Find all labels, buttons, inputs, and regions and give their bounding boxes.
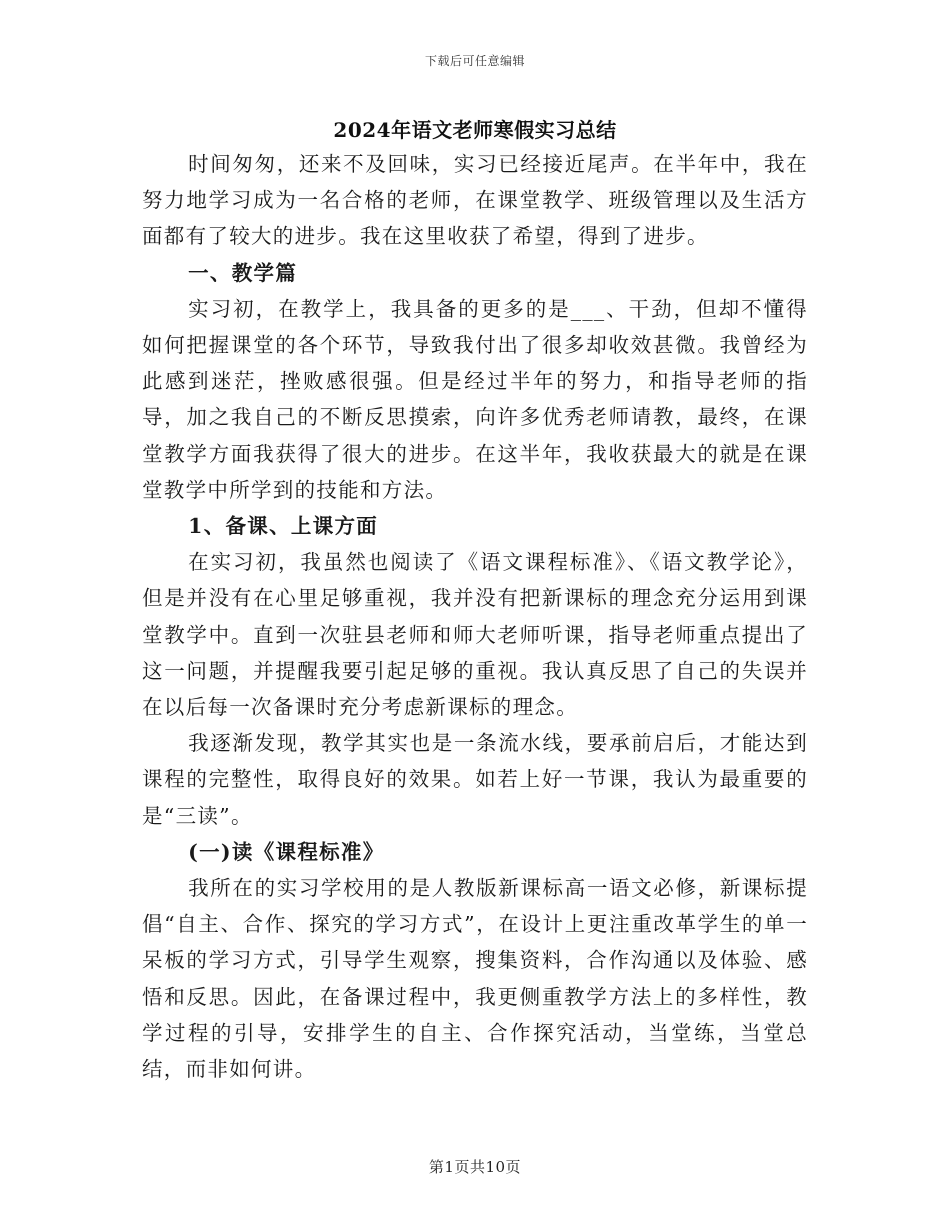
paragraph-intro: 时间匆匆，还来不及回味，实习已经接近尾声。在半年中，我在努力地学习成为一名合格的老师，在课堂教学、班级管理以及生活方面都有了较大的进步。我在这里收获了希望，得到了进步。 — [142, 152, 808, 249]
page-header-note: 下载后可任意编辑 — [424, 54, 525, 68]
paragraph-lesson-prep: 在实习初，我虽然也阅读了《语文课程标准》、《语文教学论》，但是并没有在心里足够重视，我并没有把新课标的理念充分运用到课堂教学中。直到一次驻县老师和师大老师听课，指导老师重点提出了这一问题，并提醒我要引起足够的重视。我认真反思了自己的失误并在以后每一次备课时充分考虑新课标的理念。 — [142, 550, 808, 720]
document-body — [142, 146, 808, 1087]
subsection-heading-read-standards: (一)读《课程标准》 — [188, 839, 385, 864]
document-title: 2024年语文老师寒假实习总结 — [333, 118, 617, 142]
page-number: 第1页共10页 — [428, 1158, 522, 1176]
paragraph-teaching: 实习初，在教学上，我具备的更多的是___、干劲，但却不懂得如何把握课堂的各个环节，导致我付出了很多却收效甚微。我曾经为此感到迷茫，挫败感很强。但是经过半年的努力，和指导老师的指导，加之我自己的不断反思摸索，向许多优秀老师请教，最终，在课堂教学方面我获得了很大的进步。在这半年，我收获最大的就是在课堂教学中所学到的技能和方法。 — [142, 296, 808, 502]
subsection-heading-lesson-prep: 1、备课、上课方面 — [188, 514, 379, 539]
section-heading-teaching: 一、教学篇 — [188, 260, 298, 285]
paragraph-read-standards: 我所在的实习学校用的是人教版新课标高一语文必修，新课标提倡“自主、合作、探究的学习方式”，在设计上更注重改革学生的单一呆板的学习方式，引导学生观察，搜集资料，合作沟通以及体验、感悟和反思。因此，在备课过程中，我更侧重教学方法上的多样性，教学过程的引导，安排学生的自主、合作探究活动，当堂练，当堂总结，而非如何讲。 — [142, 876, 808, 1082]
paragraph-three-readings: 我逐渐发现，教学其实也是一条流水线，要承前启后，才能达到课程的完整性，取得良好的效果。如若上好一节课，我认为最重要的是“三读”。 — [142, 731, 808, 828]
